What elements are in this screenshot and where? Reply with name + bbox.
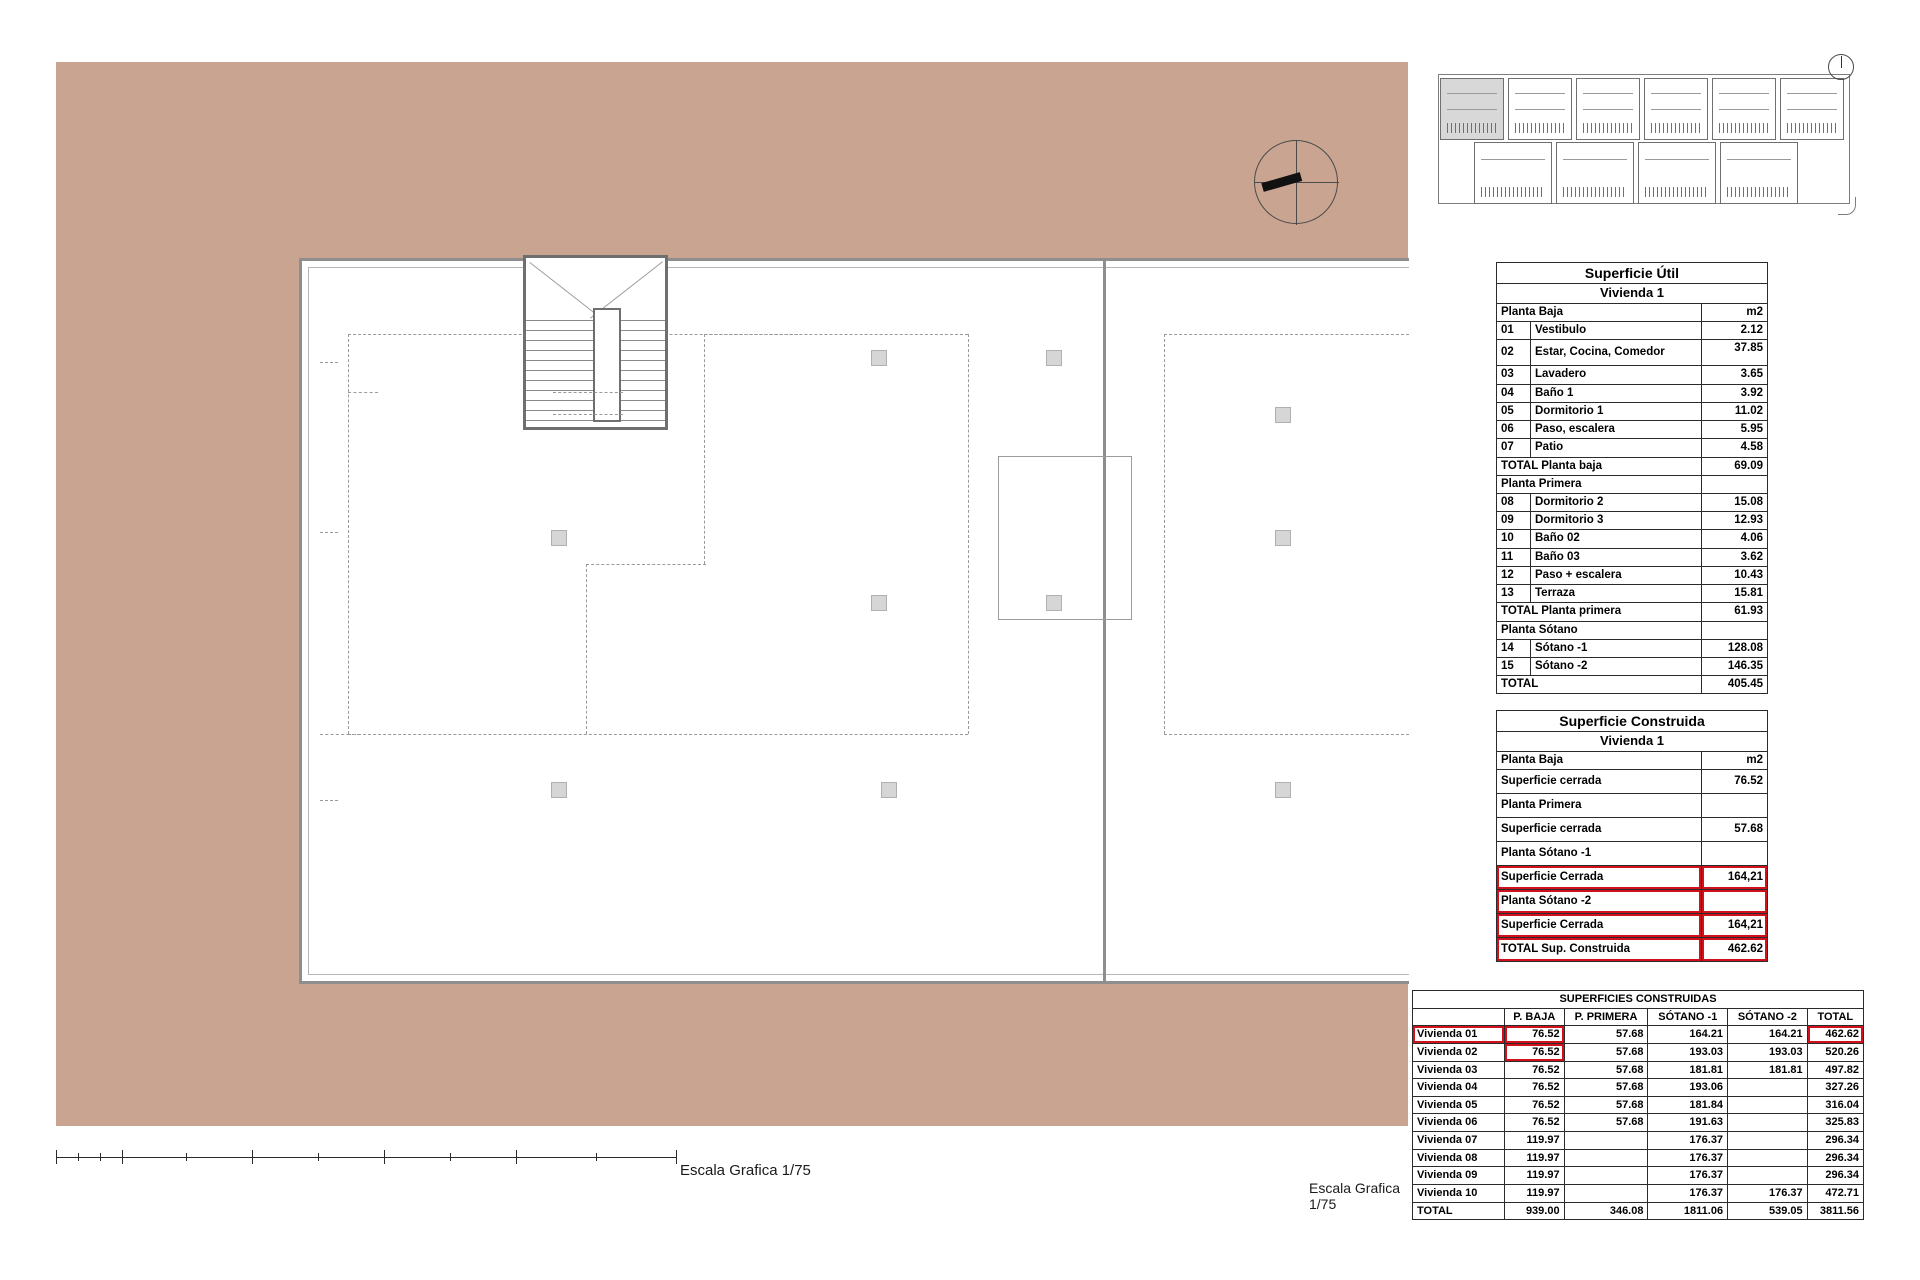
keyplan-room-line (1563, 159, 1627, 160)
table-title-row (1497, 711, 1768, 732)
keyplan-row-lower (1440, 142, 1848, 204)
scale-tick (252, 1150, 253, 1164)
total-label: TOTAL (1413, 1202, 1505, 1220)
row-code: 02 (1497, 340, 1531, 366)
table-row (1497, 585, 1768, 603)
row-value: 128.08 (1702, 639, 1768, 657)
keyplan-room-line (1787, 93, 1837, 94)
cell-p-primera: 57.68 (1564, 1114, 1648, 1132)
scale-label-inner: Escala Grafica 1/75 (1309, 1180, 1401, 1212)
row-value (1702, 890, 1768, 914)
total-value: 462.62 (1702, 938, 1768, 962)
keyplan-room-line (1719, 109, 1769, 110)
cell-sotano-2 (1728, 1079, 1808, 1097)
table-row (1497, 530, 1768, 548)
cell-p-baja: 76.52 (1505, 1096, 1565, 1114)
keyplan-hatch (1719, 123, 1769, 133)
table-row (1497, 639, 1768, 657)
interior-dashed-line (704, 334, 968, 335)
table-row (1497, 842, 1768, 866)
cell-sotano-2 (1728, 1149, 1808, 1167)
scale-tick (56, 1150, 57, 1164)
row-label: Vestibulo (1531, 322, 1702, 340)
structural-column (881, 782, 897, 798)
interior-dashed-line (1164, 334, 1409, 335)
row-label: Sótano -2 (1531, 657, 1702, 675)
cell-p-baja: 119.97 (1505, 1132, 1565, 1150)
table-row (1497, 818, 1768, 842)
row-value: 11.02 (1702, 402, 1768, 420)
keyplan-room-line (1651, 93, 1701, 94)
building-inner-outline (308, 267, 1409, 975)
keyplan-row-upper (1440, 78, 1848, 140)
cell-sotano-2 (1728, 1132, 1808, 1150)
cell-sotano-1: 193.06 (1648, 1079, 1728, 1097)
scale-tick (516, 1150, 517, 1164)
total-sotano-1: 1811.06 (1648, 1202, 1728, 1220)
row-label: Vivienda 10 (1413, 1185, 1505, 1203)
total-label: TOTAL (1497, 676, 1702, 694)
cell-p-baja: 76.52 (1505, 1043, 1565, 1061)
row-label: Planta Sótano -2 (1497, 890, 1702, 914)
cell-sotano-1: 193.03 (1648, 1043, 1728, 1061)
floor-plan-drawing (56, 62, 1408, 1212)
row-label: Planta Baja (1497, 752, 1702, 770)
keyplan-unit (1780, 78, 1844, 140)
table-row (1497, 657, 1768, 675)
structural-column (551, 782, 567, 798)
cell-total: 462.62 (1807, 1026, 1863, 1044)
row-value (1702, 794, 1768, 818)
total-sotano-2: 539.05 (1728, 1202, 1808, 1220)
row-code: 10 (1497, 530, 1531, 548)
row-value: 164,21 (1702, 914, 1768, 938)
cell-p-baja: 119.97 (1505, 1185, 1565, 1203)
row-label: Superficie Cerrada (1497, 914, 1702, 938)
total-label: TOTAL Planta baja (1497, 457, 1702, 475)
row-label: Terraza (1531, 585, 1702, 603)
total-p-primera: 346.08 (1564, 1202, 1648, 1220)
row-code: 03 (1497, 366, 1531, 384)
column-header (1413, 1008, 1505, 1026)
row-label: Dormitorio 1 (1531, 402, 1702, 420)
total-value: 69.09 (1702, 457, 1768, 475)
table-total-row (1497, 676, 1768, 694)
row-value: 12.93 (1702, 512, 1768, 530)
cell-sotano-1: 176.37 (1648, 1167, 1728, 1185)
row-value: 76.52 (1702, 770, 1768, 794)
stair-annotation-box (553, 414, 623, 415)
row-label: Superficie cerrada (1497, 818, 1702, 842)
interior-dashed-line (348, 392, 378, 393)
keyplan-unit (1576, 78, 1640, 140)
cell-total: 497.82 (1807, 1061, 1863, 1079)
table-subtitle-row (1497, 284, 1768, 304)
cell-total: 472.71 (1807, 1185, 1863, 1203)
keyplan-hatch (1481, 187, 1545, 197)
keyplan-hatch (1645, 187, 1709, 197)
row-code: 06 (1497, 421, 1531, 439)
table-row (1413, 1096, 1864, 1114)
structural-column (1275, 530, 1291, 546)
table-row (1413, 1185, 1864, 1203)
table-row (1497, 340, 1768, 366)
cell-p-baja: 119.97 (1505, 1167, 1565, 1185)
interior-dashed-line (586, 564, 706, 565)
row-code: 14 (1497, 639, 1531, 657)
row-label: Superficie Cerrada (1497, 866, 1702, 890)
table-row (1413, 1061, 1864, 1079)
row-label: Planta Sótano -1 (1497, 842, 1702, 866)
row-code: 04 (1497, 384, 1531, 402)
keyplan-room-line (1727, 159, 1791, 160)
table-row (1413, 1132, 1864, 1150)
row-label: Vivienda 05 (1413, 1096, 1505, 1114)
table-row (1497, 322, 1768, 340)
row-value: 2.12 (1702, 322, 1768, 340)
structural-column (1275, 782, 1291, 798)
row-code: 09 (1497, 512, 1531, 530)
cell-total: 296.34 (1807, 1167, 1863, 1185)
section-value (1702, 621, 1768, 639)
cell-sotano-1: 176.37 (1648, 1185, 1728, 1203)
table-row (1497, 794, 1768, 818)
graphic-scale-bar (56, 1140, 676, 1174)
cell-sotano-1: 181.81 (1648, 1061, 1728, 1079)
row-label: Vivienda 01 (1413, 1026, 1505, 1044)
scale-tick (450, 1153, 451, 1161)
row-label: Dormitorio 3 (1531, 512, 1702, 530)
table-row (1497, 548, 1768, 566)
cell-sotano-1: 164.21 (1648, 1026, 1728, 1044)
total-value: 61.93 (1702, 603, 1768, 621)
row-value: 15.08 (1702, 494, 1768, 512)
interior-dashed-line (968, 334, 969, 734)
cell-sotano-2 (1728, 1114, 1808, 1132)
keyplan-unit (1644, 78, 1708, 140)
keyplan-room-line (1645, 159, 1709, 160)
structural-column (551, 530, 567, 546)
scale-axis (56, 1157, 676, 1158)
column-header: SÓTANO -2 (1728, 1008, 1808, 1026)
table-row (1497, 421, 1768, 439)
row-label: Vivienda 06 (1413, 1114, 1505, 1132)
row-label: Vivienda 04 (1413, 1079, 1505, 1097)
interior-dashed-line (586, 564, 587, 734)
keyplan-room-line (1515, 109, 1565, 110)
total-grand: 3811.56 (1807, 1202, 1863, 1220)
keyplan-room-line (1481, 159, 1545, 160)
structural-column (1275, 407, 1291, 423)
column-header: TOTAL (1807, 1008, 1863, 1026)
row-value: 4.58 (1702, 439, 1768, 457)
column-header: P. BAJA (1505, 1008, 1565, 1026)
row-label: Vivienda 03 (1413, 1061, 1505, 1079)
superficies-construidas-summary-wrap (1412, 990, 1864, 1220)
row-code: 11 (1497, 548, 1531, 566)
keyplan-north-needle (1841, 56, 1842, 68)
total-label: TOTAL Planta primera (1497, 603, 1702, 621)
table-row (1497, 890, 1768, 914)
table-title-row (1413, 991, 1864, 1009)
table-row (1413, 1026, 1864, 1044)
compass-cross-vertical (1296, 141, 1297, 225)
row-code: 07 (1497, 439, 1531, 457)
interior-dashed-line (1164, 734, 1409, 735)
scale-tick (122, 1150, 123, 1164)
table-row (1413, 1149, 1864, 1167)
cell-p-primera (1564, 1149, 1648, 1167)
table-row (1413, 1167, 1864, 1185)
cell-sotano-2 (1728, 1167, 1808, 1185)
keyplan-hatch (1447, 123, 1497, 133)
row-label: Vivienda 02 (1413, 1043, 1505, 1061)
total-p-baja: 939.00 (1505, 1202, 1565, 1220)
table-row (1497, 384, 1768, 402)
table-row (1413, 1043, 1864, 1061)
site-key-plan-icon (1424, 52, 1864, 217)
table-row (1497, 770, 1768, 794)
total-value: 405.45 (1702, 676, 1768, 694)
interior-dashed-line (348, 334, 349, 734)
edge-tick (320, 362, 338, 363)
interior-dashed-line (704, 334, 705, 564)
cell-total: 296.34 (1807, 1149, 1863, 1167)
cell-p-primera: 57.68 (1564, 1026, 1648, 1044)
row-label: Estar, Cocina, Comedor (1531, 340, 1702, 366)
row-code: 12 (1497, 566, 1531, 584)
keyplan-north-arrow-icon (1828, 54, 1854, 80)
keyplan-room-line (1787, 109, 1837, 110)
keyplan-room-line (1719, 93, 1769, 94)
row-code: 13 (1497, 585, 1531, 603)
cell-total: 325.83 (1807, 1114, 1863, 1132)
right-panel (1412, 52, 1882, 1217)
scale-tick (186, 1153, 187, 1161)
cell-sotano-2: 193.03 (1728, 1043, 1808, 1061)
table-title-row (1497, 263, 1768, 284)
table-subtitle-row (1497, 732, 1768, 752)
edge-tick (320, 532, 338, 533)
row-code: 05 (1497, 402, 1531, 420)
cell-sotano-1: 176.37 (1648, 1132, 1728, 1150)
table-total-row (1413, 1202, 1864, 1220)
cell-p-baja: 76.52 (1505, 1026, 1565, 1044)
superficie-construida-table-wrap (1496, 710, 1768, 962)
cell-p-primera: 57.68 (1564, 1096, 1648, 1114)
row-label: Paso + escalera (1531, 566, 1702, 584)
row-value: 10.43 (1702, 566, 1768, 584)
north-arrow-icon (1254, 140, 1338, 224)
table-total-row (1497, 603, 1768, 621)
cell-total: 316.04 (1807, 1096, 1863, 1114)
cell-sotano-1: 191.63 (1648, 1114, 1728, 1132)
cell-p-baja: 119.97 (1505, 1149, 1565, 1167)
cell-total: 296.34 (1807, 1132, 1863, 1150)
interior-dashed-line (320, 734, 360, 735)
cell-p-baja: 76.52 (1505, 1061, 1565, 1079)
cell-p-baja: 76.52 (1505, 1079, 1565, 1097)
section-value (1702, 475, 1768, 493)
cell-total: 520.26 (1807, 1043, 1863, 1061)
scale-tick (318, 1153, 319, 1161)
keyplan-hatch (1515, 123, 1565, 133)
section-label: Planta Baja (1497, 304, 1702, 322)
keyplan-hatch (1787, 123, 1837, 133)
keyplan-unit (1712, 78, 1776, 140)
table-header-row (1413, 1008, 1864, 1026)
keyplan-hatch (1651, 123, 1701, 133)
keyplan-corner-mark (1838, 197, 1856, 215)
row-value (1702, 842, 1768, 866)
cell-sotano-1: 181.84 (1648, 1096, 1728, 1114)
cell-p-primera: 57.68 (1564, 1079, 1648, 1097)
row-code: 01 (1497, 322, 1531, 340)
row-value: 57.68 (1702, 818, 1768, 842)
stair-diagonal (529, 262, 602, 319)
row-value: 37.85 (1702, 340, 1768, 366)
cell-sotano-1: 176.37 (1648, 1149, 1728, 1167)
cell-p-primera (1564, 1167, 1648, 1185)
table-title: SUPERFICIES CONSTRUIDAS (1413, 991, 1864, 1009)
section-label: Planta Primera (1497, 475, 1702, 493)
keyplan-unit (1474, 142, 1552, 204)
column-header: P. PRIMERA (1564, 1008, 1648, 1026)
row-label: Sótano -1 (1531, 639, 1702, 657)
keyplan-unit (1720, 142, 1798, 204)
row-label: Dormitorio 2 (1531, 494, 1702, 512)
cell-sotano-2: 181.81 (1728, 1061, 1808, 1079)
superficie-util-table (1496, 262, 1768, 694)
cell-p-baja: 76.52 (1505, 1114, 1565, 1132)
superficie-util-table-wrap (1496, 262, 1768, 694)
structural-column (1046, 350, 1062, 366)
cell-p-primera: 57.68 (1564, 1043, 1648, 1061)
table-subtitle: Vivienda 1 (1497, 284, 1768, 304)
table-row (1497, 494, 1768, 512)
column-header: SÓTANO -1 (1648, 1008, 1728, 1026)
cell-sotano-2 (1728, 1096, 1808, 1114)
row-value: 164,21 (1702, 866, 1768, 890)
cell-p-primera (1564, 1185, 1648, 1203)
keyplan-room-line (1447, 109, 1497, 110)
interior-dashed-line (1164, 334, 1165, 734)
table-title: Superficie Útil (1497, 263, 1768, 284)
table-row (1497, 366, 1768, 384)
keyplan-room-line (1651, 109, 1701, 110)
row-value: 3.65 (1702, 366, 1768, 384)
table-row (1413, 1114, 1864, 1132)
keyplan-room-line (1515, 93, 1565, 94)
stair-well (593, 308, 621, 422)
row-label: Planta Primera (1497, 794, 1702, 818)
table-total-row (1497, 938, 1768, 962)
row-value: 146.35 (1702, 657, 1768, 675)
keyplan-unit (1440, 78, 1504, 140)
row-label: Patio (1531, 439, 1702, 457)
keyplan-hatch (1727, 187, 1791, 197)
table-title: Superficie Construida (1497, 711, 1768, 732)
structural-column (871, 595, 887, 611)
table-row (1497, 402, 1768, 420)
interior-dashed-line (348, 734, 968, 735)
keyplan-room-line (1583, 109, 1633, 110)
keyplan-unit (1508, 78, 1572, 140)
table-row (1497, 566, 1768, 584)
table-row (1497, 752, 1768, 770)
superficies-construidas-summary-table (1412, 990, 1864, 1220)
scale-tick (78, 1153, 79, 1161)
row-label: Vivienda 08 (1413, 1149, 1505, 1167)
table-row (1497, 304, 1768, 322)
row-label: Superficie cerrada (1497, 770, 1702, 794)
staircase-inner (998, 456, 1132, 620)
scale-tick (384, 1150, 385, 1164)
scale-tick (596, 1153, 597, 1161)
total-label: TOTAL Sup. Construida (1497, 938, 1702, 962)
row-label: Vivienda 09 (1413, 1167, 1505, 1185)
row-label: Vivienda 07 (1413, 1132, 1505, 1150)
superficie-construida-table (1496, 710, 1768, 962)
cell-sotano-2: 164.21 (1728, 1026, 1808, 1044)
unit-label: m2 (1702, 304, 1768, 322)
keyplan-hatch (1563, 187, 1627, 197)
row-value: 4.06 (1702, 530, 1768, 548)
structural-column (871, 350, 887, 366)
keyplan-room-line (1447, 93, 1497, 94)
scale-label-main: Escala Grafica 1/75 (680, 1162, 811, 1179)
edge-tick (320, 800, 338, 801)
table-subtitle: Vivienda 1 (1497, 732, 1768, 752)
row-value: 3.62 (1702, 548, 1768, 566)
stair-annotation-box (553, 392, 623, 393)
cell-total: 327.26 (1807, 1079, 1863, 1097)
row-value: 15.81 (1702, 585, 1768, 603)
table-row (1497, 621, 1768, 639)
table-row (1497, 439, 1768, 457)
row-value: 5.95 (1702, 421, 1768, 439)
section-label: Planta Sótano (1497, 621, 1702, 639)
row-label: Baño 1 (1531, 384, 1702, 402)
table-row (1497, 914, 1768, 938)
scale-tick (100, 1153, 101, 1161)
cell-p-primera: 57.68 (1564, 1061, 1648, 1079)
cell-sotano-2: 176.37 (1728, 1185, 1808, 1203)
table-total-row (1497, 457, 1768, 475)
cell-p-primera (1564, 1132, 1648, 1150)
table-row (1497, 475, 1768, 493)
table-row (1497, 512, 1768, 530)
row-label: Lavadero (1531, 366, 1702, 384)
row-value: 3.92 (1702, 384, 1768, 402)
keyplan-unit (1638, 142, 1716, 204)
keyplan-hatch (1583, 123, 1633, 133)
unit-separator (1103, 258, 1106, 984)
row-code: 15 (1497, 657, 1531, 675)
keyplan-unit (1556, 142, 1634, 204)
row-label: Paso, escalera (1531, 421, 1702, 439)
table-row (1497, 866, 1768, 890)
keyplan-room-line (1583, 93, 1633, 94)
scale-tick (676, 1150, 677, 1164)
row-label: Baño 03 (1531, 548, 1702, 566)
table-row (1413, 1079, 1864, 1097)
row-value: m2 (1702, 752, 1768, 770)
row-code: 08 (1497, 494, 1531, 512)
row-label: Baño 02 (1531, 530, 1702, 548)
